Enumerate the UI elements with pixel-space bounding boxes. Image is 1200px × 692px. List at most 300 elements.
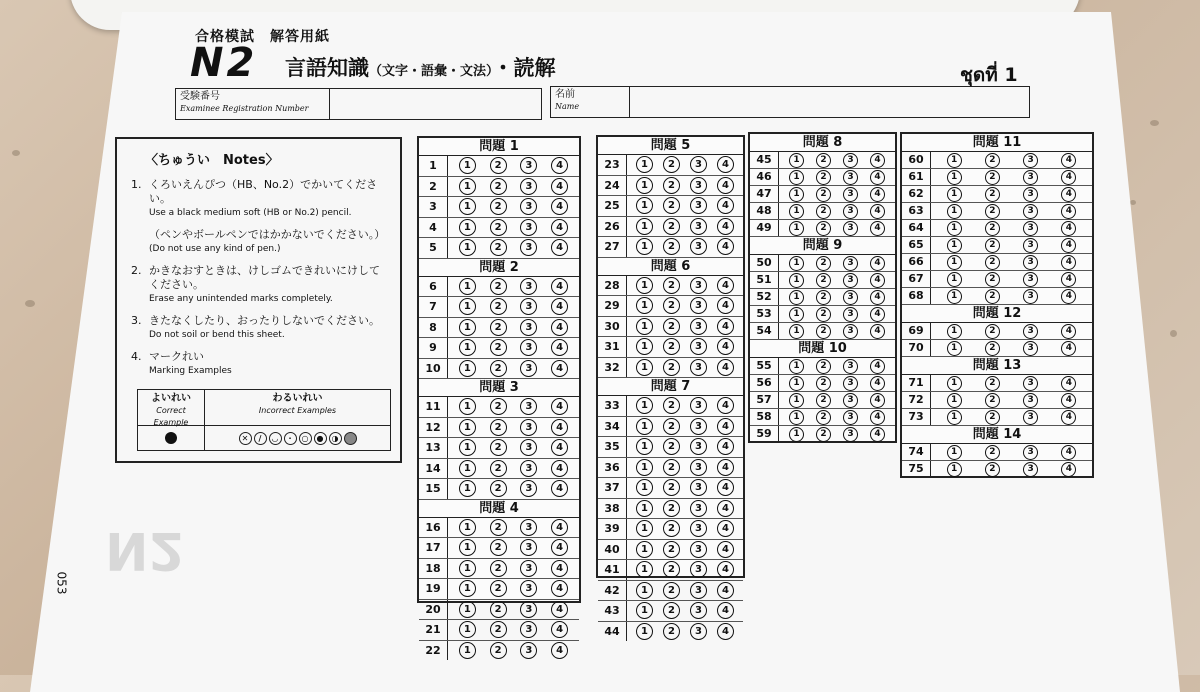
answer-bubble-1[interactable]: 1 (789, 410, 804, 425)
answer-bubble-2[interactable]: 2 (663, 197, 680, 214)
answer-bubble-2[interactable]: 2 (816, 256, 831, 271)
answer-bubble-4[interactable]: 4 (717, 520, 734, 537)
answer-bubble-1[interactable]: 1 (947, 324, 962, 339)
answer-bubble-1[interactable]: 1 (636, 438, 653, 455)
answer-bubble-1[interactable]: 1 (947, 393, 962, 408)
answer-bubble-2[interactable]: 2 (663, 418, 680, 435)
answer-bubble-2[interactable]: 2 (985, 221, 1000, 236)
answer-bubble-3[interactable]: 3 (690, 459, 707, 476)
answer-bubble-4[interactable]: 4 (1061, 341, 1076, 356)
answer-bubble-2[interactable]: 2 (663, 156, 680, 173)
answer-bubble-3[interactable]: 3 (690, 177, 707, 194)
answer-bubble-3[interactable]: 3 (843, 204, 858, 219)
answer-bubble-1[interactable]: 1 (636, 177, 653, 194)
answer-bubble-1[interactable]: 1 (789, 324, 804, 339)
answer-bubble-1[interactable]: 1 (789, 170, 804, 185)
answer-bubble-2[interactable]: 2 (816, 410, 831, 425)
answer-bubble-2[interactable]: 2 (985, 376, 1000, 391)
answer-bubble-4[interactable]: 4 (717, 438, 734, 455)
answer-bubble-2[interactable]: 2 (490, 580, 507, 597)
answer-bubble-2[interactable]: 2 (663, 218, 680, 235)
answer-bubble-3[interactable]: 3 (690, 218, 707, 235)
answer-bubble-2[interactable]: 2 (816, 221, 831, 236)
answer-bubble-1[interactable]: 1 (459, 157, 476, 174)
answer-bubble-2[interactable]: 2 (490, 360, 507, 377)
answer-bubble-3[interactable]: 3 (520, 298, 537, 315)
registration-number-field[interactable] (175, 88, 542, 120)
answer-bubble-3[interactable]: 3 (843, 427, 858, 442)
answer-bubble-2[interactable]: 2 (490, 278, 507, 295)
answer-bubble-3[interactable]: 3 (520, 398, 537, 415)
answer-bubble-2[interactable]: 2 (985, 153, 1000, 168)
answer-bubble-3[interactable]: 3 (1023, 445, 1038, 460)
answer-bubble-3[interactable]: 3 (843, 221, 858, 236)
answer-bubble-2[interactable]: 2 (490, 480, 507, 497)
answer-bubble-4[interactable]: 4 (1061, 462, 1076, 477)
answer-bubble-4[interactable]: 4 (717, 218, 734, 235)
answer-bubble-2[interactable]: 2 (816, 376, 831, 391)
answer-bubble-4[interactable]: 4 (1061, 289, 1076, 304)
answer-bubble-1[interactable]: 1 (636, 238, 653, 255)
answer-bubble-1[interactable]: 1 (459, 219, 476, 236)
answer-bubble-2[interactable]: 2 (663, 359, 680, 376)
answer-bubble-1[interactable]: 1 (636, 277, 653, 294)
answer-bubble-2[interactable]: 2 (663, 438, 680, 455)
answer-bubble-4[interactable]: 4 (551, 278, 568, 295)
answer-bubble-4[interactable]: 4 (1061, 445, 1076, 460)
answer-bubble-4[interactable]: 4 (870, 187, 885, 202)
answer-bubble-2[interactable]: 2 (490, 178, 507, 195)
answer-bubble-3[interactable]: 3 (843, 170, 858, 185)
answer-bubble-4[interactable]: 4 (551, 539, 568, 556)
answer-bubble-1[interactable]: 1 (459, 519, 476, 536)
answer-bubble-4[interactable]: 4 (551, 642, 568, 659)
answer-bubble-3[interactable]: 3 (690, 438, 707, 455)
answer-bubble-2[interactable]: 2 (663, 561, 680, 578)
answer-bubble-2[interactable]: 2 (985, 410, 1000, 425)
answer-bubble-2[interactable]: 2 (816, 204, 831, 219)
answer-bubble-3[interactable]: 3 (1023, 462, 1038, 477)
answer-bubble-2[interactable]: 2 (490, 157, 507, 174)
answer-bubble-2[interactable]: 2 (816, 359, 831, 374)
answer-bubble-1[interactable]: 1 (459, 560, 476, 577)
answer-bubble-1[interactable]: 1 (636, 479, 653, 496)
answer-bubble-1[interactable]: 1 (789, 427, 804, 442)
answer-bubble-2[interactable]: 2 (490, 198, 507, 215)
answer-bubble-3[interactable]: 3 (1023, 187, 1038, 202)
answer-bubble-3[interactable]: 3 (1023, 170, 1038, 185)
answer-bubble-1[interactable]: 1 (947, 376, 962, 391)
answer-bubble-4[interactable]: 4 (870, 393, 885, 408)
answer-bubble-3[interactable]: 3 (690, 561, 707, 578)
answer-bubble-3[interactable]: 3 (520, 601, 537, 618)
answer-bubble-4[interactable]: 4 (870, 256, 885, 271)
answer-bubble-3[interactable]: 3 (690, 397, 707, 414)
answer-bubble-3[interactable]: 3 (843, 187, 858, 202)
answer-bubble-1[interactable]: 1 (636, 359, 653, 376)
answer-bubble-4[interactable]: 4 (1061, 376, 1076, 391)
answer-bubble-2[interactable]: 2 (663, 479, 680, 496)
answer-bubble-1[interactable]: 1 (459, 439, 476, 456)
answer-bubble-2[interactable]: 2 (816, 324, 831, 339)
answer-bubble-3[interactable]: 3 (843, 307, 858, 322)
answer-bubble-4[interactable]: 4 (551, 198, 568, 215)
answer-bubble-2[interactable]: 2 (985, 272, 1000, 287)
answer-bubble-1[interactable]: 1 (459, 642, 476, 659)
answer-bubble-1[interactable]: 1 (947, 153, 962, 168)
answer-bubble-4[interactable]: 4 (717, 397, 734, 414)
answer-bubble-2[interactable]: 2 (663, 397, 680, 414)
answer-bubble-3[interactable]: 3 (520, 460, 537, 477)
answer-bubble-2[interactable]: 2 (490, 239, 507, 256)
answer-bubble-3[interactable]: 3 (690, 520, 707, 537)
answer-bubble-2[interactable]: 2 (490, 601, 507, 618)
answer-bubble-2[interactable]: 2 (490, 219, 507, 236)
answer-bubble-4[interactable]: 4 (1061, 255, 1076, 270)
answer-bubble-4[interactable]: 4 (551, 239, 568, 256)
answer-bubble-4[interactable]: 4 (717, 338, 734, 355)
answer-bubble-4[interactable]: 4 (1061, 238, 1076, 253)
answer-bubble-1[interactable]: 1 (789, 256, 804, 271)
answer-bubble-2[interactable]: 2 (490, 398, 507, 415)
answer-bubble-1[interactable]: 1 (947, 272, 962, 287)
answer-bubble-3[interactable]: 3 (520, 560, 537, 577)
answer-bubble-4[interactable]: 4 (1061, 272, 1076, 287)
answer-bubble-2[interactable]: 2 (816, 273, 831, 288)
answer-bubble-2[interactable]: 2 (663, 338, 680, 355)
answer-bubble-1[interactable]: 1 (636, 500, 653, 517)
answer-bubble-1[interactable]: 1 (459, 621, 476, 638)
answer-bubble-4[interactable]: 4 (551, 621, 568, 638)
answer-bubble-2[interactable]: 2 (490, 539, 507, 556)
answer-bubble-3[interactable]: 3 (520, 319, 537, 336)
answer-bubble-3[interactable]: 3 (520, 642, 537, 659)
answer-bubble-3[interactable]: 3 (690, 359, 707, 376)
answer-bubble-1[interactable]: 1 (636, 297, 653, 314)
answer-bubble-1[interactable]: 1 (789, 359, 804, 374)
answer-bubble-2[interactable]: 2 (985, 393, 1000, 408)
answer-bubble-1[interactable]: 1 (789, 153, 804, 168)
answer-bubble-1[interactable]: 1 (636, 459, 653, 476)
answer-bubble-2[interactable]: 2 (490, 339, 507, 356)
answer-bubble-1[interactable]: 1 (459, 239, 476, 256)
answer-bubble-4[interactable]: 4 (717, 479, 734, 496)
answer-bubble-1[interactable]: 1 (947, 238, 962, 253)
answer-bubble-3[interactable]: 3 (520, 178, 537, 195)
answer-bubble-4[interactable]: 4 (717, 500, 734, 517)
answer-bubble-3[interactable]: 3 (1023, 238, 1038, 253)
answer-bubble-3[interactable]: 3 (1023, 410, 1038, 425)
answer-bubble-3[interactable]: 3 (690, 479, 707, 496)
answer-bubble-4[interactable]: 4 (870, 324, 885, 339)
answer-bubble-4[interactable]: 4 (717, 197, 734, 214)
answer-bubble-1[interactable]: 1 (459, 198, 476, 215)
answer-bubble-4[interactable]: 4 (551, 439, 568, 456)
answer-bubble-4[interactable]: 4 (1061, 324, 1076, 339)
answer-bubble-1[interactable]: 1 (947, 289, 962, 304)
answer-bubble-1[interactable]: 1 (459, 360, 476, 377)
answer-bubble-3[interactable]: 3 (690, 277, 707, 294)
answer-bubble-4[interactable]: 4 (870, 359, 885, 374)
answer-bubble-2[interactable]: 2 (663, 318, 680, 335)
answer-bubble-2[interactable]: 2 (985, 324, 1000, 339)
answer-bubble-3[interactable]: 3 (690, 582, 707, 599)
answer-bubble-4[interactable]: 4 (551, 460, 568, 477)
answer-bubble-2[interactable]: 2 (816, 170, 831, 185)
answer-bubble-3[interactable]: 3 (520, 157, 537, 174)
answer-bubble-2[interactable]: 2 (985, 341, 1000, 356)
answer-bubble-1[interactable]: 1 (789, 290, 804, 305)
answer-bubble-4[interactable]: 4 (870, 204, 885, 219)
answer-bubble-2[interactable]: 2 (663, 500, 680, 517)
answer-bubble-3[interactable]: 3 (843, 376, 858, 391)
answer-bubble-3[interactable]: 3 (843, 359, 858, 374)
answer-bubble-3[interactable]: 3 (1023, 289, 1038, 304)
answer-bubble-4[interactable]: 4 (551, 419, 568, 436)
answer-bubble-2[interactable]: 2 (663, 541, 680, 558)
answer-bubble-3[interactable]: 3 (843, 256, 858, 271)
answer-bubble-1[interactable]: 1 (636, 338, 653, 355)
answer-bubble-2[interactable]: 2 (663, 520, 680, 537)
answer-bubble-4[interactable]: 4 (1061, 221, 1076, 236)
answer-bubble-1[interactable]: 1 (636, 318, 653, 335)
answer-bubble-3[interactable]: 3 (690, 238, 707, 255)
answer-bubble-1[interactable]: 1 (947, 341, 962, 356)
answer-bubble-2[interactable]: 2 (985, 462, 1000, 477)
answer-bubble-2[interactable]: 2 (985, 445, 1000, 460)
answer-bubble-3[interactable]: 3 (690, 156, 707, 173)
answer-bubble-2[interactable]: 2 (490, 419, 507, 436)
answer-bubble-1[interactable]: 1 (947, 204, 962, 219)
answer-bubble-4[interactable]: 4 (870, 376, 885, 391)
answer-bubble-4[interactable]: 4 (870, 170, 885, 185)
answer-bubble-4[interactable]: 4 (1061, 204, 1076, 219)
answer-bubble-4[interactable]: 4 (717, 582, 734, 599)
answer-bubble-3[interactable]: 3 (520, 439, 537, 456)
answer-bubble-1[interactable]: 1 (459, 460, 476, 477)
answer-bubble-1[interactable]: 1 (459, 539, 476, 556)
answer-bubble-1[interactable]: 1 (789, 307, 804, 322)
answer-bubble-2[interactable]: 2 (663, 459, 680, 476)
answer-bubble-4[interactable]: 4 (717, 459, 734, 476)
answer-bubble-4[interactable]: 4 (551, 157, 568, 174)
answer-bubble-3[interactable]: 3 (520, 621, 537, 638)
answer-bubble-1[interactable]: 1 (947, 187, 962, 202)
answer-bubble-2[interactable]: 2 (663, 177, 680, 194)
answer-bubble-1[interactable]: 1 (789, 376, 804, 391)
answer-bubble-4[interactable]: 4 (717, 561, 734, 578)
answer-bubble-1[interactable]: 1 (636, 582, 653, 599)
answer-bubble-2[interactable]: 2 (663, 582, 680, 599)
answer-bubble-3[interactable]: 3 (690, 602, 707, 619)
answer-bubble-3[interactable]: 3 (520, 239, 537, 256)
answer-bubble-1[interactable]: 1 (636, 418, 653, 435)
answer-bubble-3[interactable]: 3 (520, 278, 537, 295)
answer-bubble-2[interactable]: 2 (490, 519, 507, 536)
answer-bubble-3[interactable]: 3 (520, 519, 537, 536)
answer-bubble-1[interactable]: 1 (947, 462, 962, 477)
answer-bubble-4[interactable]: 4 (870, 221, 885, 236)
answer-bubble-1[interactable]: 1 (459, 601, 476, 618)
answer-bubble-4[interactable]: 4 (717, 418, 734, 435)
answer-bubble-1[interactable]: 1 (459, 580, 476, 597)
answer-bubble-3[interactable]: 3 (1023, 204, 1038, 219)
answer-bubble-1[interactable]: 1 (947, 170, 962, 185)
answer-bubble-1[interactable]: 1 (636, 397, 653, 414)
answer-bubble-3[interactable]: 3 (1023, 153, 1038, 168)
answer-bubble-2[interactable]: 2 (490, 621, 507, 638)
answer-bubble-2[interactable]: 2 (816, 290, 831, 305)
answer-bubble-4[interactable]: 4 (717, 277, 734, 294)
answer-bubble-2[interactable]: 2 (816, 187, 831, 202)
answer-bubble-1[interactable]: 1 (636, 197, 653, 214)
answer-bubble-3[interactable]: 3 (1023, 376, 1038, 391)
answer-bubble-1[interactable]: 1 (789, 204, 804, 219)
answer-bubble-1[interactable]: 1 (947, 255, 962, 270)
answer-bubble-3[interactable]: 3 (520, 580, 537, 597)
answer-bubble-4[interactable]: 4 (870, 273, 885, 288)
answer-bubble-4[interactable]: 4 (551, 580, 568, 597)
answer-bubble-3[interactable]: 3 (1023, 341, 1038, 356)
answer-bubble-4[interactable]: 4 (1061, 170, 1076, 185)
answer-bubble-1[interactable]: 1 (636, 520, 653, 537)
answer-bubble-4[interactable]: 4 (717, 238, 734, 255)
answer-bubble-3[interactable]: 3 (1023, 324, 1038, 339)
answer-bubble-3[interactable]: 3 (520, 539, 537, 556)
answer-bubble-2[interactable]: 2 (816, 153, 831, 168)
answer-bubble-1[interactable]: 1 (636, 623, 653, 640)
answer-bubble-2[interactable]: 2 (985, 170, 1000, 185)
answer-bubble-2[interactable]: 2 (816, 427, 831, 442)
answer-bubble-1[interactable]: 1 (459, 278, 476, 295)
answer-bubble-1[interactable]: 1 (636, 541, 653, 558)
answer-bubble-4[interactable]: 4 (870, 153, 885, 168)
answer-bubble-1[interactable]: 1 (636, 156, 653, 173)
answer-bubble-4[interactable]: 4 (717, 541, 734, 558)
answer-bubble-4[interactable]: 4 (1061, 153, 1076, 168)
answer-bubble-1[interactable]: 1 (459, 298, 476, 315)
answer-bubble-4[interactable]: 4 (717, 602, 734, 619)
answer-bubble-3[interactable]: 3 (690, 197, 707, 214)
answer-bubble-4[interactable]: 4 (870, 410, 885, 425)
answer-bubble-1[interactable]: 1 (459, 319, 476, 336)
answer-bubble-1[interactable]: 1 (459, 419, 476, 436)
answer-bubble-1[interactable]: 1 (636, 218, 653, 235)
answer-bubble-3[interactable]: 3 (690, 500, 707, 517)
answer-bubble-1[interactable]: 1 (636, 602, 653, 619)
answer-bubble-3[interactable]: 3 (843, 290, 858, 305)
answer-bubble-3[interactable]: 3 (690, 338, 707, 355)
answer-bubble-4[interactable]: 4 (717, 318, 734, 335)
answer-bubble-1[interactable]: 1 (789, 187, 804, 202)
answer-bubble-3[interactable]: 3 (690, 318, 707, 335)
answer-bubble-3[interactable]: 3 (520, 419, 537, 436)
answer-bubble-4[interactable]: 4 (551, 480, 568, 497)
answer-bubble-3[interactable]: 3 (520, 339, 537, 356)
answer-bubble-2[interactable]: 2 (663, 297, 680, 314)
answer-bubble-3[interactable]: 3 (843, 393, 858, 408)
answer-bubble-4[interactable]: 4 (551, 519, 568, 536)
answer-bubble-1[interactable]: 1 (636, 561, 653, 578)
answer-bubble-3[interactable]: 3 (843, 273, 858, 288)
answer-bubble-4[interactable]: 4 (1061, 393, 1076, 408)
answer-bubble-3[interactable]: 3 (1023, 393, 1038, 408)
answer-bubble-4[interactable]: 4 (717, 297, 734, 314)
answer-bubble-4[interactable]: 4 (551, 219, 568, 236)
answer-bubble-3[interactable]: 3 (1023, 255, 1038, 270)
answer-bubble-3[interactable]: 3 (1023, 272, 1038, 287)
answer-bubble-3[interactable]: 3 (690, 623, 707, 640)
answer-bubble-1[interactable]: 1 (789, 273, 804, 288)
answer-bubble-2[interactable]: 2 (663, 277, 680, 294)
answer-bubble-3[interactable]: 3 (520, 360, 537, 377)
answer-bubble-2[interactable]: 2 (663, 602, 680, 619)
answer-bubble-3[interactable]: 3 (690, 297, 707, 314)
answer-bubble-2[interactable]: 2 (816, 307, 831, 322)
answer-bubble-2[interactable]: 2 (490, 439, 507, 456)
answer-bubble-2[interactable]: 2 (490, 298, 507, 315)
answer-bubble-4[interactable]: 4 (551, 178, 568, 195)
answer-bubble-2[interactable]: 2 (490, 319, 507, 336)
answer-bubble-1[interactable]: 1 (459, 339, 476, 356)
answer-bubble-2[interactable]: 2 (490, 642, 507, 659)
answer-bubble-1[interactable]: 1 (947, 410, 962, 425)
answer-bubble-4[interactable]: 4 (551, 339, 568, 356)
answer-bubble-4[interactable]: 4 (551, 319, 568, 336)
answer-bubble-2[interactable]: 2 (816, 393, 831, 408)
answer-bubble-4[interactable]: 4 (870, 290, 885, 305)
answer-bubble-4[interactable]: 4 (551, 601, 568, 618)
answer-bubble-4[interactable]: 4 (551, 560, 568, 577)
answer-bubble-1[interactable]: 1 (947, 221, 962, 236)
answer-bubble-3[interactable]: 3 (1023, 221, 1038, 236)
answer-bubble-1[interactable]: 1 (459, 398, 476, 415)
answer-bubble-1[interactable]: 1 (459, 178, 476, 195)
answer-bubble-2[interactable]: 2 (985, 187, 1000, 202)
answer-bubble-2[interactable]: 2 (490, 460, 507, 477)
answer-bubble-3[interactable]: 3 (843, 324, 858, 339)
answer-bubble-2[interactable]: 2 (985, 204, 1000, 219)
answer-bubble-1[interactable]: 1 (789, 393, 804, 408)
answer-bubble-3[interactable]: 3 (520, 198, 537, 215)
answer-bubble-2[interactable]: 2 (663, 623, 680, 640)
name-field[interactable] (550, 86, 1030, 118)
answer-bubble-3[interactable]: 3 (690, 541, 707, 558)
answer-bubble-1[interactable]: 1 (789, 221, 804, 236)
answer-bubble-4[interactable]: 4 (717, 156, 734, 173)
answer-bubble-4[interactable]: 4 (1061, 410, 1076, 425)
answer-bubble-3[interactable]: 3 (843, 410, 858, 425)
answer-bubble-4[interactable]: 4 (551, 360, 568, 377)
answer-bubble-1[interactable]: 1 (459, 480, 476, 497)
answer-bubble-2[interactable]: 2 (985, 289, 1000, 304)
answer-bubble-4[interactable]: 4 (717, 359, 734, 376)
answer-bubble-3[interactable]: 3 (520, 480, 537, 497)
answer-bubble-2[interactable]: 2 (663, 238, 680, 255)
answer-bubble-3[interactable]: 3 (843, 153, 858, 168)
answer-bubble-4[interactable]: 4 (717, 623, 734, 640)
answer-bubble-3[interactable]: 3 (520, 219, 537, 236)
answer-bubble-4[interactable]: 4 (551, 298, 568, 315)
answer-bubble-4[interactable]: 4 (870, 307, 885, 322)
answer-bubble-2[interactable]: 2 (985, 255, 1000, 270)
answer-bubble-1[interactable]: 1 (947, 445, 962, 460)
answer-bubble-3[interactable]: 3 (690, 418, 707, 435)
answer-bubble-2[interactable]: 2 (985, 238, 1000, 253)
answer-bubble-4[interactable]: 4 (551, 398, 568, 415)
answer-bubble-4[interactable]: 4 (870, 427, 885, 442)
answer-bubble-4[interactable]: 4 (1061, 187, 1076, 202)
